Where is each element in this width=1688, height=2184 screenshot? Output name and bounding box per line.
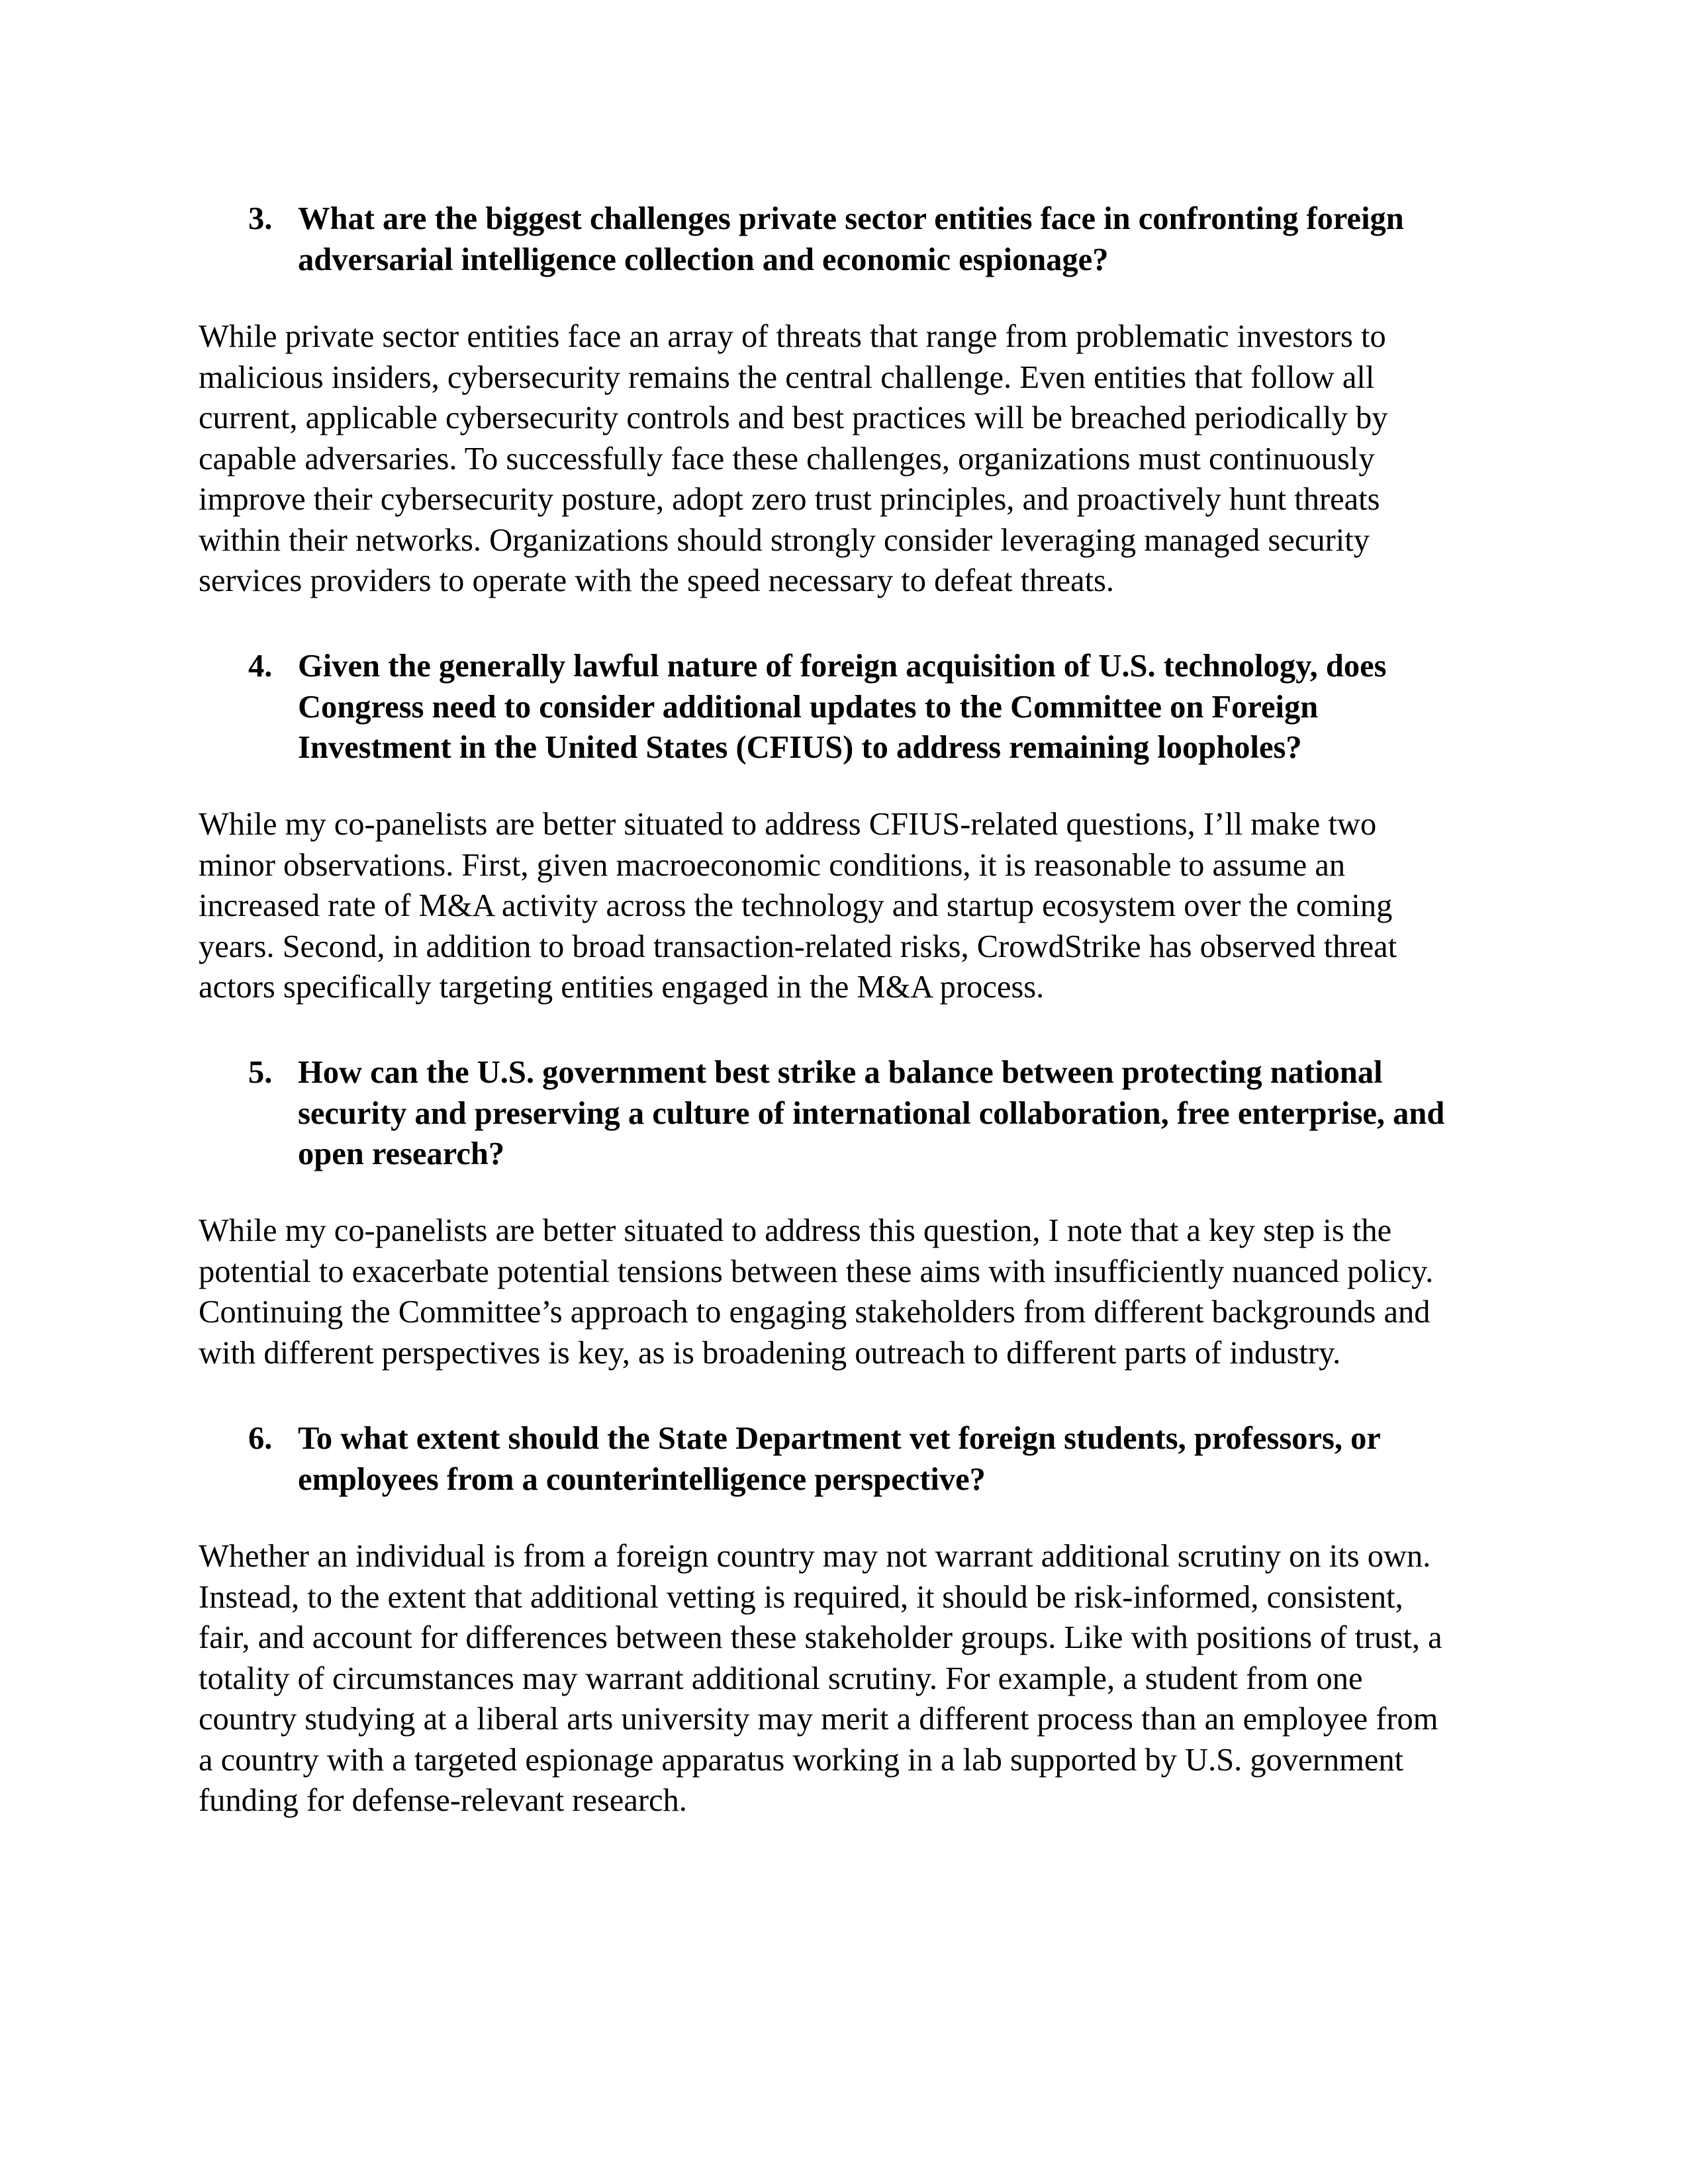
answer-line: While my co-panelists are better situated to address this question, I note that a key step is the <box>199 1213 1392 1248</box>
question-number: 4. <box>248 649 273 684</box>
question-text <box>298 1052 1506 1175</box>
answer-line: While private sector entities face an array of threats that range from problematic investors to <box>199 319 1386 354</box>
answer-line: with different perspectives is key, as is broadening outreach to different parts of industry. <box>199 1335 1341 1371</box>
answer-line: improve their cybersecurity posture, adopt zero trust principles, and proactively hunt threats <box>199 482 1380 517</box>
answer-line: Whether an individual is from a foreign country may not warrant additional scrutiny on its own. <box>199 1539 1431 1574</box>
answer-line: a country with a targeted espionage apparatus working in a lab supported by U.S. government <box>199 1742 1404 1778</box>
answer-5 <box>199 1210 1523 1373</box>
answer-line: actors specifically targeting entities engaged in the M&A process. <box>199 970 1045 1005</box>
answer-3 <box>199 316 1523 602</box>
question-line: open research? <box>298 1136 505 1171</box>
answer-line: Instead, to the extent that additional vetting is required, it should be risk-informed, consistent, <box>199 1579 1403 1615</box>
question-line: Congress need to consider additional updates to the Committee on Foreign <box>298 689 1319 725</box>
answer-line: years. Second, in addition to broad transaction-related risks, CrowdStrike has observed threat <box>199 929 1397 964</box>
answer-line: funding for defense-relevant research. <box>199 1783 687 1818</box>
answer-line: totality of circumstances may warrant additional scrutiny. For example, a student from one <box>199 1661 1363 1696</box>
question-line: Given the generally lawful nature of foreign acquisition of U.S. technology, does <box>298 649 1387 684</box>
answer-6 <box>199 1536 1523 1821</box>
question-line: employees from a counterintelligence perspective? <box>298 1461 986 1497</box>
question-text <box>298 646 1506 768</box>
question-number: 6. <box>248 1421 273 1456</box>
answer-line: increased rate of M&A activity across the technology and startup ecosystem over the coming <box>199 888 1393 923</box>
question-number: 3. <box>248 201 273 236</box>
question-4 <box>248 646 1506 768</box>
question-line: To what extent should the State Department vet foreign students, professors, or <box>298 1421 1381 1456</box>
answer-line: current, applicable cybersecurity controls and best practices will be breached periodically by <box>199 400 1388 435</box>
answer-line: country studying at a liberal arts university may merit a different process than an employee from <box>199 1702 1438 1737</box>
question-line: What are the biggest challenges private sector entities face in confronting foreign <box>298 201 1404 236</box>
answer-line: capable adversaries. To successfully face these challenges, organizations must continuously <box>199 441 1375 477</box>
question-text <box>298 199 1506 280</box>
answer-line: fair, and account for differences between these stakeholder groups. Like with positions of trust, a <box>199 1620 1442 1655</box>
answer-line: potential to exacerbate potential tensions between these aims with insufficiently nuanced policy. <box>199 1253 1434 1289</box>
answer-line: malicious insiders, cybersecurity remains the central challenge. Even entities that follow all <box>199 359 1375 395</box>
question-5 <box>248 1052 1506 1175</box>
question-text <box>298 1418 1506 1500</box>
question-3 <box>248 199 1506 280</box>
answer-line: services providers to operate with the speed necessary to defeat threats. <box>199 563 1115 598</box>
answer-line: within their networks. Organizations should strongly consider leveraging managed security <box>199 522 1370 558</box>
question-line: How can the U.S. government best strike a balance between protecting national <box>298 1055 1383 1090</box>
question-number: 5. <box>248 1055 273 1090</box>
question-line: adversarial intelligence collection and economic espionage? <box>298 242 1109 277</box>
answer-line: While my co-panelists are better situated to address CFIUS-related questions, I’ll make two <box>199 807 1377 842</box>
answer-4 <box>199 804 1523 1008</box>
question-6 <box>248 1418 1506 1500</box>
question-line: security and preserving a culture of international collaboration, free enterprise, and <box>298 1095 1445 1131</box>
answer-line: minor observations. First, given macroeconomic conditions, it is reasonable to assume an <box>199 847 1346 883</box>
answer-line: Continuing the Committee’s approach to engaging stakeholders from different backgrounds and <box>199 1295 1430 1330</box>
question-line: Investment in the United States (CFIUS) to address remaining loopholes? <box>298 730 1302 765</box>
